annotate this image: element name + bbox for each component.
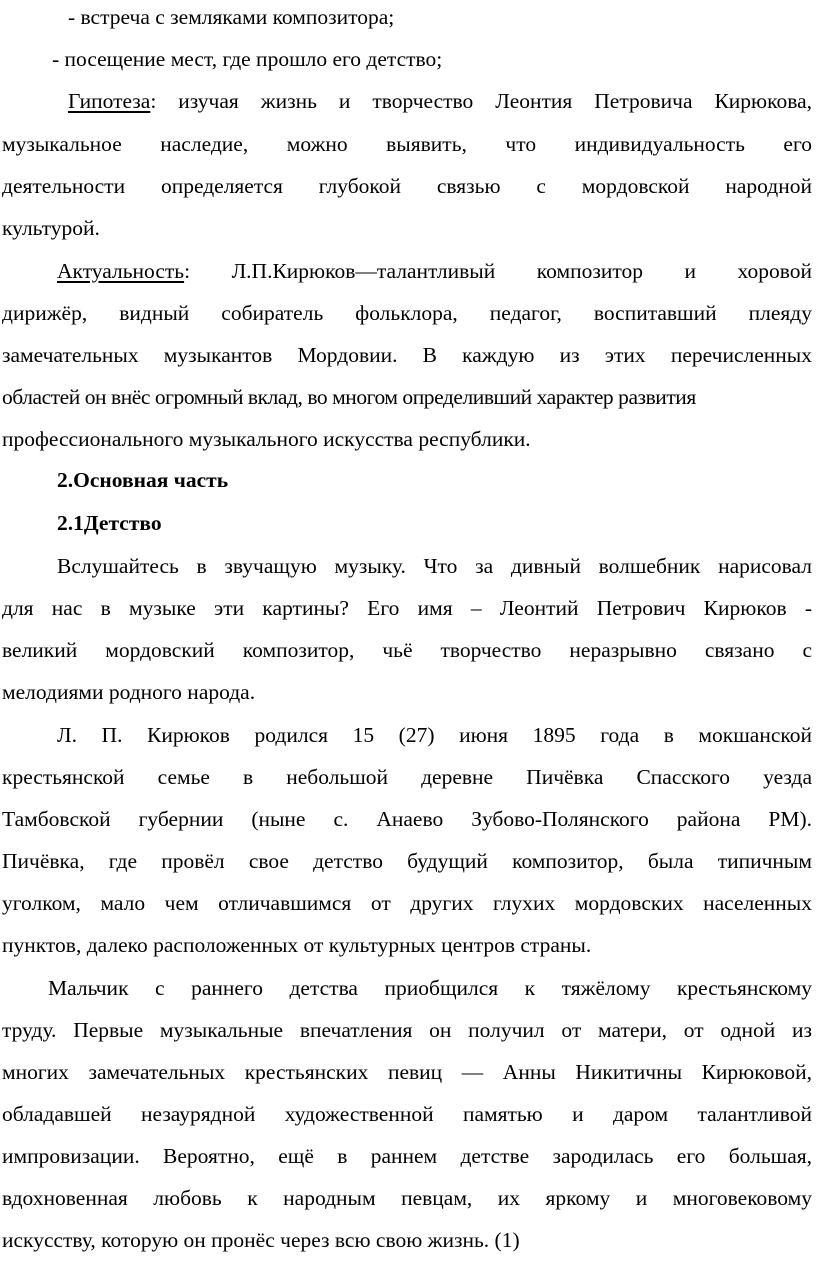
relevance-text: : Л.П.Кирюков—талантливый композитор и хоровой — [184, 259, 812, 283]
relevance-line: замечательных музыкантов Мордовии. В каждую из этих перечисленных — [2, 343, 812, 367]
hypothesis-text: : изучая жизнь и творчество Леонтия Петровича Кирюкова, — [150, 89, 812, 113]
relevance-line: дирижёр, видный собиратель фольклора, педагог, воспитавший плеяду — [2, 301, 812, 325]
paragraph-line: великий мордовский композитор, чьё творчество неразрывно связано с — [2, 638, 812, 662]
hypothesis-first-line — [52, 86, 812, 116]
relevance-label: Актуальность — [57, 259, 185, 283]
paragraph-line: многих замечательных крестьянских певиц — Анны Никитичны Кирюковой, — [2, 1060, 812, 1084]
relevance-line: профессионального музыкального искусства республики. — [2, 427, 531, 451]
paragraph-line: для нас в музыке эти картины? Его имя – Леонтий Петрович Кирюков - — [2, 596, 812, 620]
list-item-meeting: - встреча с земляками композитора; — [68, 5, 395, 29]
hypothesis-line: культурой. — [2, 216, 100, 240]
section-heading-main: 2.Основная часть — [57, 468, 229, 492]
paragraph-line: уголком, мало чем отличавшимся от других глухих мордовских населенных — [2, 891, 812, 915]
paragraph-line: Мальчик с раннего детства приобщился к тяжёлому крестьянскому — [48, 976, 812, 1000]
relevance-first-line — [57, 256, 812, 286]
paragraph-line: Вслушайтесь в звучащую музыку. Что за дивный волшебник нарисовал — [57, 554, 812, 578]
paragraph-line: Л. П. Кирюков родился 15 (27) июня 1895 года в мокшанской — [57, 723, 812, 747]
paragraph-line: Тамбовской губернии (ныне с. Анаево Зубово-Полянского района РМ). — [2, 807, 812, 831]
hypothesis-line: деятельности определяется глубокой связью с мордовской народной — [2, 174, 812, 198]
paragraph-line: Пичёвка, где провёл свое детство будущий композитор, была типичным — [2, 849, 812, 873]
paragraph-line: крестьянской семье в небольшой деревне Пичёвка Спасского уезда — [2, 765, 812, 789]
hypothesis-line: музыкальное наследие, можно выявить, что индивидуальность его — [2, 132, 812, 156]
section-heading-childhood: 2.1Детство — [57, 511, 162, 535]
list-item-visit: - посещение мест, где прошло его детство; — [52, 47, 443, 71]
paragraph-line: мелодиями родного народа. — [2, 680, 256, 704]
hypothesis-label: Гипотеза — [68, 89, 151, 113]
paragraph-line: импровизации. Вероятно, ещё в раннем детстве зародилась его большая, — [2, 1144, 812, 1168]
paragraph-line: труду. Первые музыкальные впечатления он получил от матери, от одной из — [2, 1018, 812, 1042]
paragraph-line: искусству, которую он пронёс через всю свою жизнь. (1) — [2, 1228, 520, 1252]
paragraph-line: обладавшей незаурядной художественной памятью и даром талантливой — [2, 1102, 812, 1126]
relevance-line: областей он внёс огромный вклад, во многом определивший характер развития — [2, 385, 696, 409]
paragraph-line: пунктов, далеко расположенных от культурных центров страны. — [2, 933, 592, 957]
paragraph-line: вдохновенная любовь к народным певцам, их яркому и многовековому — [2, 1186, 812, 1210]
